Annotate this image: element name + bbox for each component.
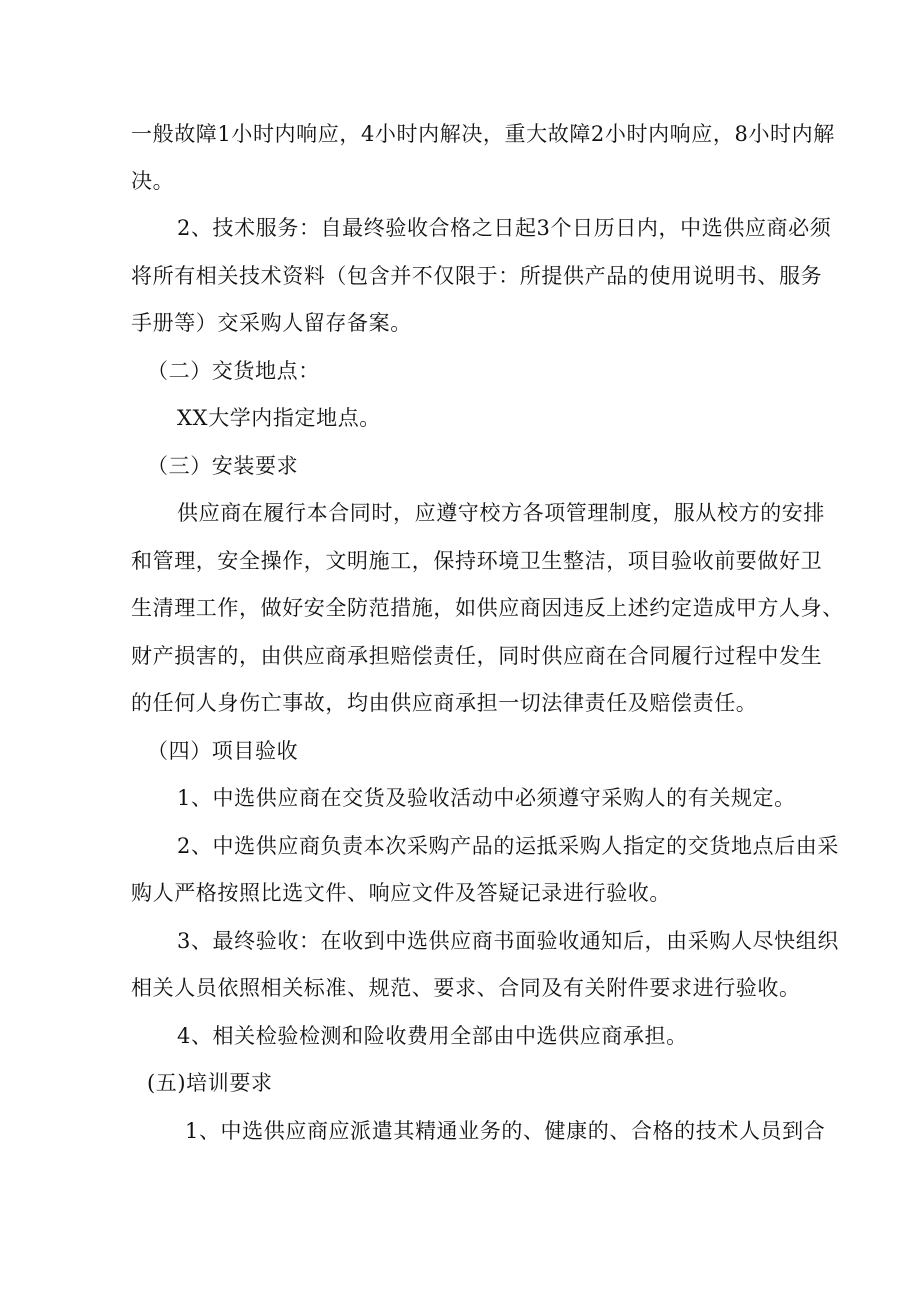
text-line-2: 决。 (131, 169, 175, 193)
text-line-3: 2、技术服务：自最终验收合格之日起3个日历日内，中选供应商必须 (177, 216, 832, 240)
section-heading-installation: （三）安装要求 (147, 454, 299, 478)
text-line-9: 供应商在履行本合同时，应遵守校方各项管理制度，服从校方的安排 (177, 501, 825, 525)
text-line-19: 相关人员依照相关标准、规范、要求、合同及有关附件要求进行验收。 (131, 976, 801, 1000)
text-line-18: 3、最终验收：在收到中选供应商书面验收通知后，由采购人尽快组织 (177, 929, 839, 953)
section-heading-training: (五)培训要求 (147, 1071, 273, 1095)
text-line-1: 一般故障1小时内响应，4小时内解决，重大故障2小时内响应，8小时内解 (131, 122, 835, 146)
section-heading-acceptance: （四）项目验收 (147, 739, 299, 763)
text-line-13: 的任何人身伤亡事故，均由供应商承担一切法律责任及赔偿责任。 (131, 691, 758, 715)
text-line-16: 2、中选供应商负责本次采购产品的运抵采购人指定的交货地点后由采 (177, 834, 839, 858)
text-line-7: XX大学内指定地点。 (177, 406, 381, 430)
section-heading-delivery-location: （二）交货地点： (147, 359, 320, 383)
text-line-12: 财产损害的，由供应商承担赔偿责任，同时供应商在合同履行过程中发生 (131, 644, 823, 668)
text-line-10: 和管理，安全操作，文明施工，保持环境卫生整洁，项目验收前要做好卫 (131, 549, 823, 573)
text-line-20: 4、相关检验检测和险收费用全部由中选供应商承担。 (177, 1024, 688, 1048)
text-line-4: 将所有相关技术资料（包含并不仅限于：所提供产品的使用说明书、服务 (131, 264, 823, 288)
text-line-22: 1、中选供应商应派遣其精通业务的、健康的、合格的技术人员到合 (185, 1119, 826, 1143)
text-line-17: 购人严格按照比选文件、响应文件及答疑记录进行验收。 (131, 881, 671, 905)
text-line-11: 生清理工作，做好安全防范措施，如供应商因违反上述约定造成甲方人身、 (131, 596, 844, 620)
text-line-5: 手册等）交采购人留存备案。 (131, 311, 412, 335)
text-line-15: 1、中选供应商在交货及验收活动中必须遵守采购人的有关规定。 (177, 786, 796, 810)
